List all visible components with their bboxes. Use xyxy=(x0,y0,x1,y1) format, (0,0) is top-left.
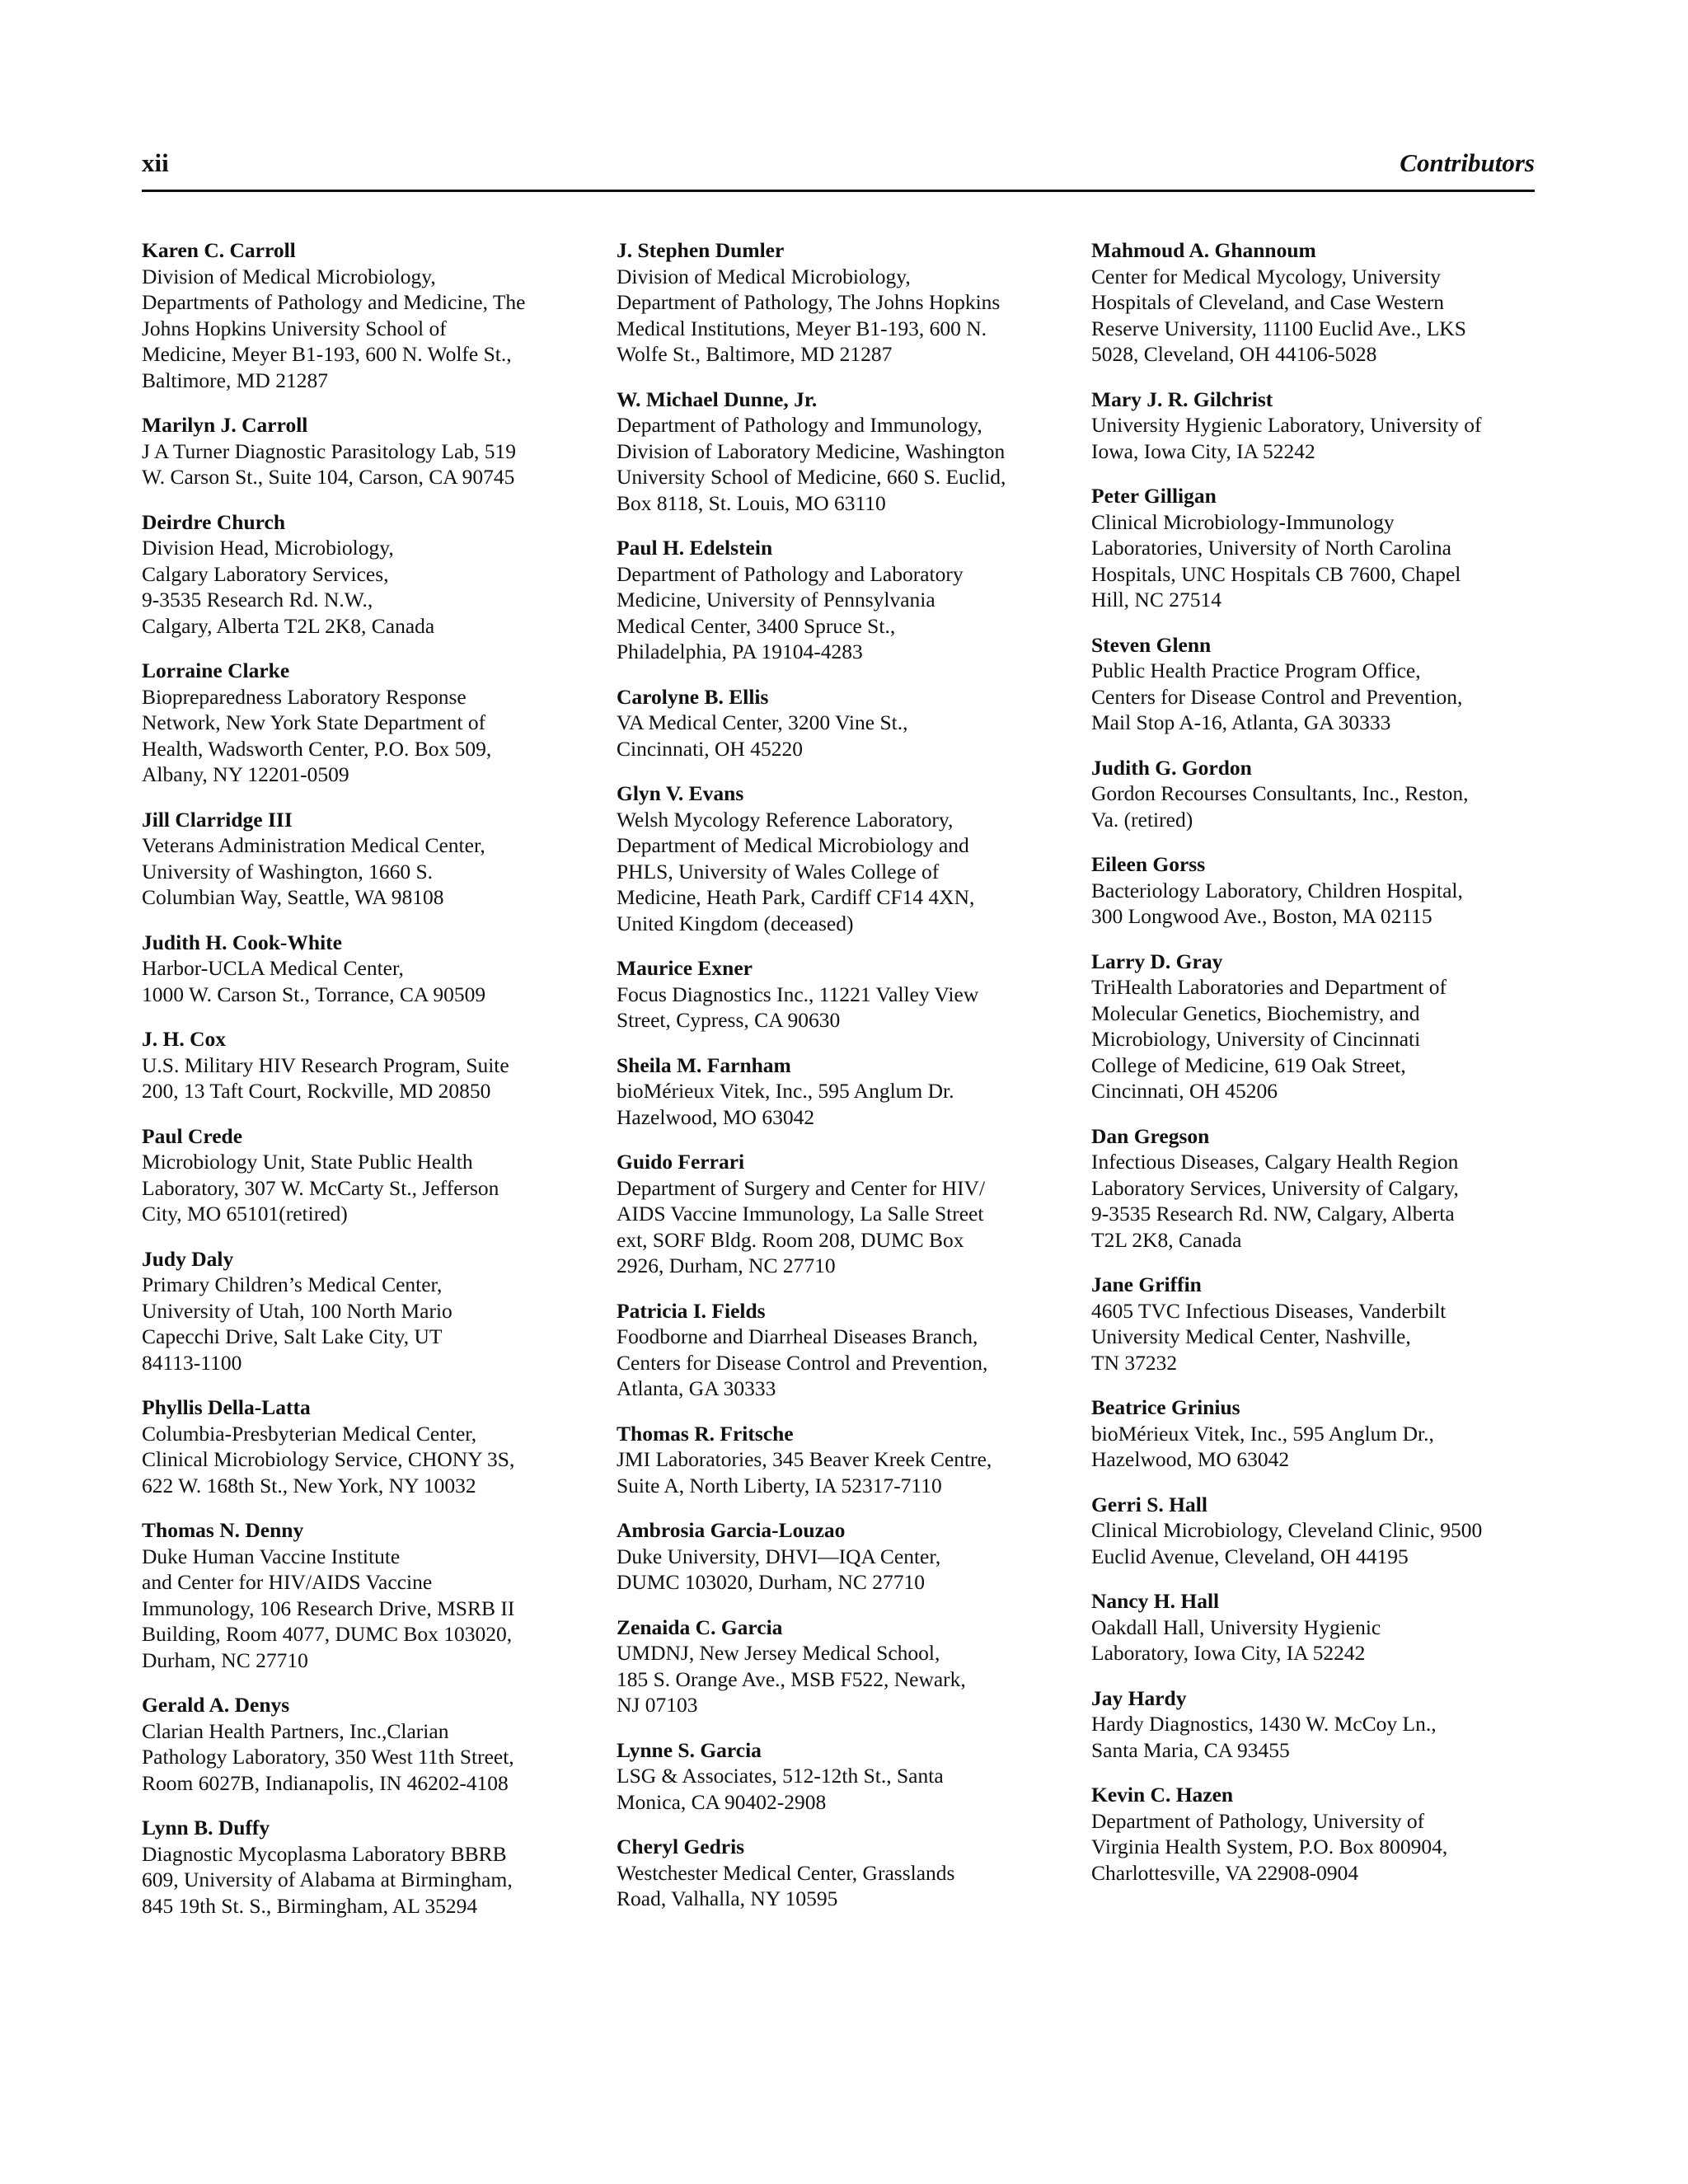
contributor-name: Judith H. Cook-White xyxy=(142,930,342,954)
contributor-affiliation: Diagnostic Mycoplasma Laboratory BBRB 609, University of Alabama at Birmingham, 845 19th St. S., Birmingham, AL 35294 xyxy=(142,1841,513,1918)
contributor-affiliation: Gordon Recourses Consultants, Inc., Reston, Va. (retired) xyxy=(1091,781,1469,832)
contributor-entry xyxy=(142,1246,591,1376)
contributor-entry xyxy=(142,930,591,1008)
contributor-entry xyxy=(142,1692,591,1796)
contributor-entry xyxy=(617,1298,1066,1402)
contributor-entry xyxy=(142,658,591,788)
contributor-entry xyxy=(1091,1123,1540,1254)
contributor-entry xyxy=(617,237,1066,368)
contributor-name: W. Michael Dunne, Jr. xyxy=(617,387,818,411)
contributor-entry xyxy=(1091,851,1540,930)
contributor-name: Mary J. R. Gilchrist xyxy=(1091,387,1273,411)
contributor-entry xyxy=(1091,237,1540,368)
page-number: xii xyxy=(142,148,169,177)
contributor-name: Gerald A. Denys xyxy=(142,1693,290,1717)
contributor-affiliation: Clarian Health Partners, Inc.,Clarian Pathology Laboratory, 350 West 11th Street, Room 6027B, Indianapolis, IN 46202-4108 xyxy=(142,1718,514,1795)
contributor-name: Mahmoud A. Ghannoum xyxy=(1091,238,1316,262)
contributor-name: Patricia I. Fields xyxy=(617,1298,766,1323)
contributor-name: Steven Glenn xyxy=(1091,632,1212,657)
contributor-name: Lynne S. Garcia xyxy=(617,1737,762,1762)
contributor-affiliation: LSG & Associates, 512-12th St., Santa Monica, CA 90402-2908 xyxy=(617,1764,944,1814)
contributor-affiliation: VA Medical Center, 3200 Vine St., Cincinnati, OH 45220 xyxy=(617,710,908,761)
contributor-entry xyxy=(1091,1588,1540,1666)
contributor-entry xyxy=(617,1149,1066,1279)
contributor-entry xyxy=(142,1394,591,1498)
contributor-affiliation: Clinical Microbiology, Cleveland Clinic, 9500 Euclid Avenue, Cleveland, OH 44195 xyxy=(1091,1518,1483,1568)
contributor-affiliation: Westchester Medical Center, Grasslands Road, Valhalla, NY 10595 xyxy=(617,1860,955,1910)
contributor-entry xyxy=(617,1517,1066,1596)
contributor-entry xyxy=(142,1026,591,1104)
contributor-affiliation: Harbor-UCLA Medical Center, 1000 W. Carson St., Torrance, CA 90509 xyxy=(142,956,486,1006)
contributor-affiliation: Department of Pathology and Immunology, Division of Laboratory Medicine, Washington University School of Medicine, 660 S. Euclid, Box 8118, St. Louis, MO 63110 xyxy=(617,413,1006,515)
contributor-entry xyxy=(617,1421,1066,1499)
contributor-affiliation: U.S. Military HIV Research Program, Suite 200, 13 Taft Court, Rockville, MD 20850 xyxy=(142,1052,509,1103)
contributor-name: Jay Hardy xyxy=(1091,1685,1187,1710)
contributor-name: Lynn B. Duffy xyxy=(142,1816,270,1840)
contributor-affiliation: Biopreparedness Laboratory Response Network, New York State Department of Health, Wadsworth Center, P.O. Box 509, Albany, NY 12201-0509 xyxy=(142,684,492,786)
contributor-entry xyxy=(617,955,1066,1033)
contributor-name: Deirdre Church xyxy=(142,509,286,534)
contributor-name: Jane Griffin xyxy=(1091,1272,1202,1296)
contributor-affiliation: Clinical Microbiology-Immunology Laboratories, University of North Carolina Hospitals, UNC Hospitals CB 7600, Chapel Hill, NC 27514 xyxy=(1091,509,1461,612)
contributor-entry xyxy=(1091,949,1540,1104)
contributor-affiliation: bioMérieux Vitek, Inc., 595 Anglum Dr. Hazelwood, MO 63042 xyxy=(617,1079,954,1129)
contributor-entry xyxy=(142,1517,591,1673)
contributor-entry xyxy=(617,387,1066,517)
contributor-affiliation: Department of Pathology, University of Virginia Health System, P.O. Box 800904, Charlottesville, VA 22908-0904 xyxy=(1091,1808,1448,1885)
contributor-name: Gerri S. Hall xyxy=(1091,1492,1207,1516)
contributor-entry xyxy=(1091,632,1540,736)
contributor-entry xyxy=(617,1615,1066,1718)
contributor-affiliation: Columbia-Presbyterian Medical Center, Clinical Microbiology Service, CHONY 3S, 622 W. 168th St., New York, NY 10032 xyxy=(142,1421,515,1497)
contributor-name: Phyllis Della-Latta xyxy=(142,1395,311,1419)
contributor-name: Zenaida C. Garcia xyxy=(617,1615,783,1639)
contributor-name: Sheila M. Farnham xyxy=(617,1052,791,1077)
contributor-name: Thomas N. Denny xyxy=(142,1518,304,1542)
contributors-column-1 xyxy=(142,237,591,1938)
contributor-name: J. H. Cox xyxy=(142,1027,226,1051)
contributor-name: Peter Gilligan xyxy=(1091,484,1217,508)
contributor-name: Eileen Gorss xyxy=(1091,852,1206,876)
contributor-name: Karen C. Carroll xyxy=(142,238,296,262)
contributor-name: Carolyne B. Ellis xyxy=(617,684,769,709)
contributor-name: Thomas R. Fritsche xyxy=(617,1421,794,1446)
contributor-affiliation: Veterans Administration Medical Center, University of Washington, 1660 S. Columbian Way, Seattle, WA 98108 xyxy=(142,833,485,909)
contributor-name: Judy Daly xyxy=(142,1246,234,1271)
contributor-entry xyxy=(142,807,591,911)
contributor-affiliation: Center for Medical Mycology, University Hospitals of Cleveland, and Case Western Reserve University, 11100 Euclid Ave., LKS 5028, Cleveland, OH 44106-5028 xyxy=(1091,264,1466,366)
contributor-affiliation: Primary Children’s Medical Center, University of Utah, 100 North Mario Capecchi Drive, Salt Lake City, UT 84113-1100 xyxy=(142,1272,452,1375)
contributor-entry xyxy=(142,1815,591,1919)
contributor-affiliation: Duke Human Vaccine Institute and Center for HIV/AIDS Vaccine Immunology, 106 Research Drive, MSRB II Building, Room 4077, DUMC Box 103020, Durham, NC 27710 xyxy=(142,1544,515,1672)
contributor-affiliation: Oakdall Hall, University Hygienic Laboratory, Iowa City, IA 52242 xyxy=(1091,1615,1381,1665)
contributor-affiliation: bioMérieux Vitek, Inc., 595 Anglum Dr., Hazelwood, MO 63042 xyxy=(1091,1421,1434,1471)
contributor-name: Larry D. Gray xyxy=(1091,949,1223,973)
contributor-affiliation: Focus Diagnostics Inc., 11221 Valley View Street, Cypress, CA 90630 xyxy=(617,982,979,1032)
contributor-name: J. Stephen Dumler xyxy=(617,238,785,262)
contributor-affiliation: UMDNJ, New Jersey Medical School, 185 S. Orange Ave., MSB F522, Newark, NJ 07103 xyxy=(617,1641,966,1717)
contributors-column-2 xyxy=(617,237,1066,1931)
contributor-affiliation: TriHealth Laboratories and Department of Molecular Genetics, Biochemistry, and Microbiology, University of Cincinnati College of Medicine, 619 Oak Street, Cincinnati, OH 45206 xyxy=(1091,975,1447,1103)
running-head: Contributors xyxy=(1400,148,1535,177)
contributor-affiliation: Department of Surgery and Center for HIV/ AIDS Vaccine Immunology, La Salle Street ext, SORF Bldg. Room 208, DUMC Box 2926, Durham, NC 27710 xyxy=(617,1175,986,1277)
contributor-entry xyxy=(142,1123,591,1227)
contributor-name: Kevin C. Hazen xyxy=(1091,1783,1234,1807)
contributor-name: Paul Crede xyxy=(142,1123,243,1148)
contributor-affiliation: University Hygienic Laboratory, University of Iowa, Iowa City, IA 52242 xyxy=(1091,413,1482,463)
contributor-affiliation: Hardy Diagnostics, 1430 W. McCoy Ln., Santa Maria, CA 93455 xyxy=(1091,1712,1437,1762)
contributor-affiliation: Division of Medical Microbiology, Department of Pathology, The Johns Hopkins Medical Institutions, Meyer B1-193, 600 N. Wolfe St., Baltimore, MD 21287 xyxy=(617,264,1001,366)
contributor-entry xyxy=(1091,755,1540,833)
contributor-affiliation: Foodborne and Diarrheal Diseases Branch, Centers for Disease Control and Prevention, Atlanta, GA 30333 xyxy=(617,1324,988,1400)
contributor-entry xyxy=(617,1834,1066,1912)
contributor-entry xyxy=(1091,1394,1540,1473)
contributor-affiliation: 4605 TVC Infectious Diseases, Vanderbilt University Medical Center, Nashville, TN 37232 xyxy=(1091,1298,1447,1375)
contributor-name: Jill Clarridge III xyxy=(142,807,293,832)
contributor-entry xyxy=(1091,387,1540,465)
contributor-name: Nancy H. Hall xyxy=(1091,1589,1220,1613)
contributor-affiliation: Welsh Mycology Reference Laboratory, Department of Medical Microbiology and PHLS, University of Wales College of Medicine, Heath Park, Cardiff CF14 4XN, United Kingdom (deceased) xyxy=(617,807,975,935)
contributor-entry xyxy=(142,412,591,490)
contributor-affiliation: Microbiology Unit, State Public Health Laboratory, 307 W. McCarty St., Jefferson City, MO 65101(retired) xyxy=(142,1150,499,1226)
contributor-name: Judith G. Gordon xyxy=(1091,755,1252,780)
contributor-entry xyxy=(142,237,591,393)
contributor-entry xyxy=(142,509,591,640)
contributor-name: Guido Ferrari xyxy=(617,1150,745,1174)
contributor-entry xyxy=(1091,1492,1540,1570)
contributor-entry xyxy=(1091,1272,1540,1376)
contributor-name: Paul H. Edelstein xyxy=(617,536,773,560)
contributor-affiliation: Department of Pathology and Laboratory Medicine, University of Pennsylvania Medical Center, 3400 Spruce St., Philadelphia, PA 19104-4283 xyxy=(617,561,964,663)
contributor-entry xyxy=(1091,1685,1540,1764)
contributor-entry xyxy=(617,684,1066,762)
contributor-name: Ambrosia Garcia-Louzao xyxy=(617,1518,846,1542)
contributor-affiliation: J A Turner Diagnostic Parasitology Lab, 519 W. Carson St., Suite 104, Carson, CA 90745 xyxy=(142,438,517,489)
contributor-entry xyxy=(617,1737,1066,1816)
contributor-name: Glyn V. Evans xyxy=(617,781,744,805)
contributor-name: Marilyn J. Carroll xyxy=(142,413,308,437)
contributor-name: Beatrice Grinius xyxy=(1091,1395,1240,1419)
contributor-name: Maurice Exner xyxy=(617,956,753,980)
contributor-name: Dan Gregson xyxy=(1091,1123,1210,1148)
contributor-affiliation: Duke University, DHVI—IQA Center, DUMC 103020, Durham, NC 27710 xyxy=(617,1544,941,1594)
contributor-name: Lorraine Clarke xyxy=(142,658,290,682)
contributor-name: Cheryl Gedris xyxy=(617,1835,745,1858)
contributors-column-3 xyxy=(1091,237,1540,1905)
contributor-affiliation: Bacteriology Laboratory, Children Hospital, 300 Longwood Ave., Boston, MA 02115 xyxy=(1091,878,1463,928)
contributor-affiliation: Infectious Diseases, Calgary Health Region Laboratory Services, University of Calgary, 9-3535 Research Rd. NW, Calgary, Alberta T2L 2K8, Canada xyxy=(1091,1150,1459,1252)
page-header xyxy=(142,147,1535,192)
contributor-affiliation: Division of Medical Microbiology, Departments of Pathology and Medicine, The Johns Hopkins University School of Medicine, Meyer B1-193, 600 N. Wolfe St., Baltimore, MD 21287 xyxy=(142,264,526,392)
contributor-affiliation: Division Head, Microbiology, Calgary Laboratory Services, 9-3535 Research Rd. N.W., Calgary, Alberta T2L 2K8, Canada xyxy=(142,536,435,638)
contributor-affiliation: JMI Laboratories, 345 Beaver Kreek Centre, Suite A, North Liberty, IA 52317-7110 xyxy=(617,1447,992,1497)
contributor-entry xyxy=(617,535,1066,665)
contributor-entry xyxy=(1091,483,1540,613)
contributor-affiliation: Public Health Practice Program Office, Centers for Disease Control and Prevention, Mail Stop A-16, Atlanta, GA 30333 xyxy=(1091,658,1463,734)
contributor-entry xyxy=(617,1052,1066,1131)
contributor-entry xyxy=(1091,1782,1540,1886)
contributor-entry xyxy=(617,780,1066,936)
